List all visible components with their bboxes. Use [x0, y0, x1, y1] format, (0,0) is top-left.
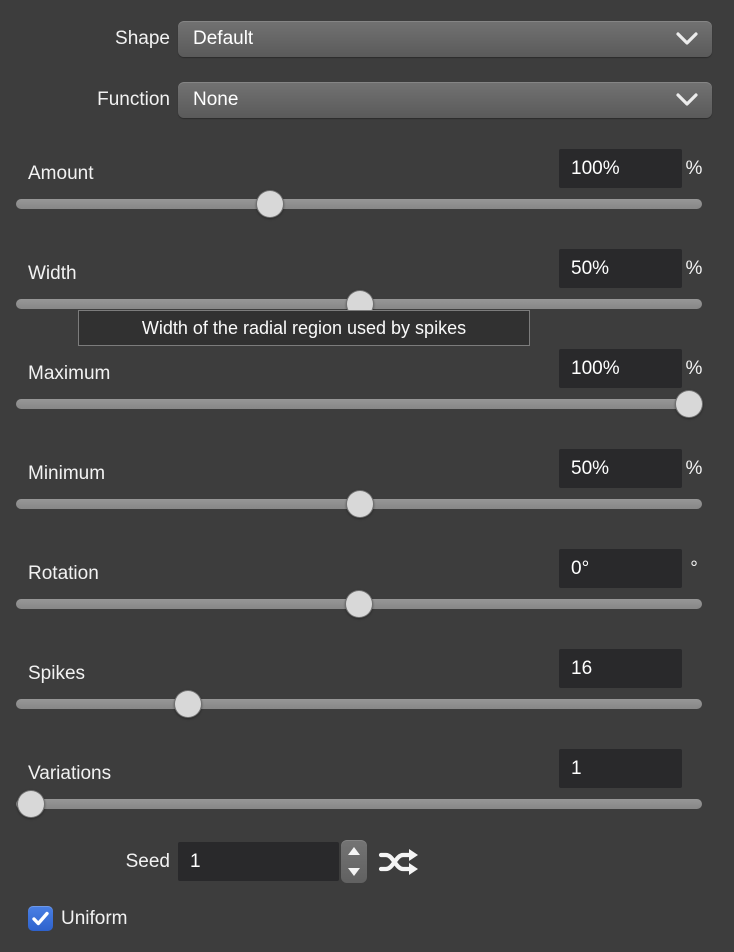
maximum-unit-label: %: [685, 358, 703, 379]
uniform-checkbox[interactable]: [28, 906, 53, 931]
minimum-slider-thumb[interactable]: [346, 490, 374, 518]
uniform-label: Uniform: [61, 908, 128, 929]
spikes-value: 16: [571, 658, 593, 679]
function-row: [0, 82, 734, 118]
seed-decrement-button[interactable]: [341, 862, 367, 883]
variations-group: [0, 749, 734, 849]
seed-label: Seed: [125, 851, 170, 872]
maximum-group: [0, 349, 734, 449]
spikes-label: Spikes: [28, 663, 86, 684]
spikes-value-field[interactable]: [559, 649, 682, 688]
maximum-value: 100%: [571, 358, 620, 379]
maximum-slider[interactable]: [16, 399, 702, 409]
amount-unit-label: %: [685, 158, 703, 179]
width-value-field[interactable]: [559, 249, 682, 288]
amount-slider-thumb[interactable]: [256, 190, 284, 218]
shuffle-icon: [378, 865, 420, 882]
function-label: Function: [97, 89, 170, 110]
variations-value-field[interactable]: [559, 749, 682, 788]
rotation-unit-label: °: [690, 558, 698, 579]
variations-slider[interactable]: [16, 799, 702, 809]
rotation-value: 0°: [571, 558, 590, 579]
spikes-unit-label: [683, 649, 705, 688]
rotation-slider[interactable]: [16, 599, 702, 609]
variations-value: 1: [571, 758, 582, 779]
width-unit-label: %: [685, 258, 703, 279]
chevron-down-icon: [676, 93, 698, 107]
width-value: 50%: [571, 258, 610, 279]
seed-row: [0, 842, 734, 885]
checkmark-icon: [28, 918, 53, 935]
rotation-value-field[interactable]: [559, 549, 682, 588]
seed-increment-button[interactable]: [341, 840, 367, 861]
down-triangle-icon: [348, 868, 360, 876]
minimum-value: 50%: [571, 458, 610, 479]
minimum-slider[interactable]: [16, 499, 702, 509]
variations-unit-label: [683, 749, 705, 788]
shuffle-seed-button[interactable]: [378, 846, 420, 878]
minimum-label: Minimum: [28, 463, 106, 484]
shape-label: Shape: [115, 28, 170, 49]
minimum-group: [0, 449, 734, 549]
function-dropdown[interactable]: [178, 82, 712, 118]
chevron-down-icon: [676, 32, 698, 46]
rotation-slider-thumb[interactable]: [345, 590, 373, 618]
amount-slider[interactable]: [16, 199, 702, 209]
shape-row: [0, 21, 734, 57]
shape-dropdown[interactable]: [178, 21, 712, 57]
seed-value: 1: [190, 851, 201, 872]
width-label: Width: [28, 263, 77, 284]
shape-dropdown-value: Default: [193, 28, 254, 49]
width-tooltip: Width of the radial region used by spikes: [78, 310, 530, 346]
minimum-unit-label: %: [685, 458, 703, 479]
amount-group: [0, 149, 734, 249]
amount-value: 100%: [571, 158, 620, 179]
maximum-label: Maximum: [28, 363, 111, 384]
spikes-slider[interactable]: [16, 699, 702, 709]
seed-input[interactable]: [178, 842, 339, 881]
variations-label: Variations: [28, 763, 112, 784]
amount-label: Amount: [28, 163, 94, 184]
width-slider[interactable]: [16, 299, 702, 309]
seed-stepper: [341, 840, 367, 883]
variations-slider-thumb[interactable]: [17, 790, 45, 818]
rotation-label: Rotation: [28, 563, 99, 584]
uniform-row: [0, 906, 734, 932]
amount-value-field[interactable]: [559, 149, 682, 188]
minimum-value-field[interactable]: [559, 449, 682, 488]
function-dropdown-value: None: [193, 89, 239, 110]
up-triangle-icon: [348, 847, 360, 855]
spikes-group: [0, 649, 734, 749]
spikes-slider-thumb[interactable]: [174, 690, 202, 718]
maximum-slider-thumb[interactable]: [675, 390, 703, 418]
rotation-group: [0, 549, 734, 649]
maximum-value-field[interactable]: [559, 349, 682, 388]
